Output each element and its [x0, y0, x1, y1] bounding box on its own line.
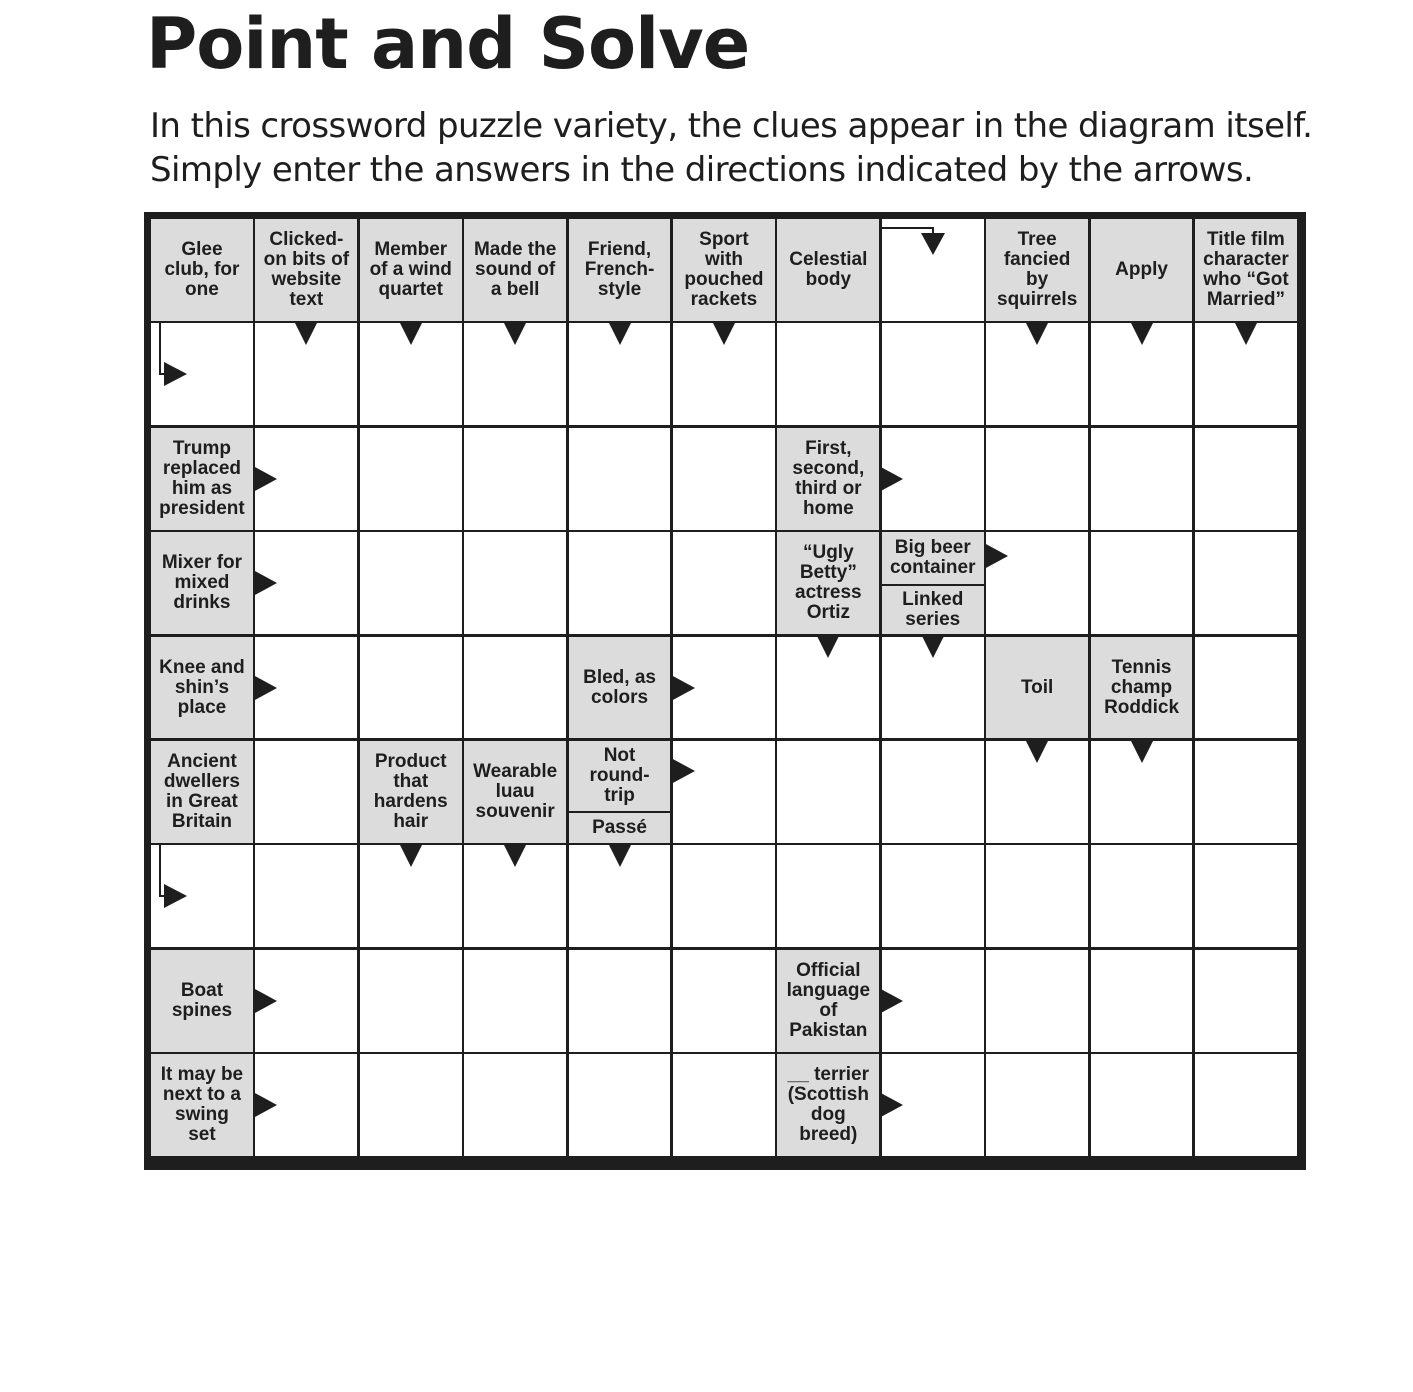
clue-cell [777, 428, 879, 530]
instructions-line-1: In this crossword puzzle variety, the clues appear in the diagram itself. [150, 106, 1313, 146]
clue-text: Made the [473, 238, 557, 260]
clue-text: one [185, 278, 219, 300]
clue-text: Product [374, 750, 447, 772]
answer-cell[interactable] [1195, 532, 1297, 634]
answer-cell[interactable] [360, 1054, 462, 1156]
clue-text: quartet [378, 278, 443, 300]
clue-text: __ terrier [787, 1064, 869, 1086]
clue-cell [151, 219, 253, 321]
clue-text: shin’s [174, 676, 230, 698]
clue-text: language [786, 979, 871, 1001]
clue-cell [1091, 219, 1193, 321]
arrow-right-icon [253, 988, 277, 1014]
clue-text: Sport [699, 228, 749, 250]
clue-text: drinks [173, 592, 231, 614]
clue-text: Britain [171, 810, 233, 832]
bent-arrow-right-icon [151, 323, 253, 425]
arrow-down-icon [921, 634, 945, 658]
arrow-right-icon [879, 1092, 903, 1118]
clue-text: character [1203, 248, 1289, 270]
answer-cell[interactable] [777, 741, 879, 843]
clue-text: second, [792, 457, 865, 479]
bent-arrow-down-icon [882, 219, 984, 321]
answer-cell[interactable] [1195, 428, 1297, 530]
answer-cell[interactable] [464, 637, 566, 739]
answer-cell[interactable] [464, 428, 566, 530]
clue-cell [777, 219, 879, 321]
clue-text: colors [591, 686, 649, 708]
clue-text: style [597, 278, 642, 300]
answer-cell[interactable] [1195, 950, 1297, 1052]
clue-cell [673, 219, 775, 321]
clue-cell [986, 637, 1088, 739]
answer-cell[interactable] [360, 428, 462, 530]
clue-cell [360, 741, 462, 843]
answer-cell[interactable] [777, 845, 879, 947]
answer-cell[interactable] [986, 950, 1088, 1052]
arrow-down-icon [503, 321, 527, 345]
crossword-grid [144, 212, 1306, 1170]
answer-cell[interactable] [1091, 950, 1193, 1052]
clue-divider [569, 811, 671, 813]
clue-text: Not [603, 745, 636, 766]
answer-cell[interactable] [569, 1054, 671, 1156]
answer-cell[interactable] [1195, 845, 1297, 947]
clue-text: Big beer [894, 537, 971, 559]
answer-cell[interactable] [255, 741, 357, 843]
clue-text: Tennis [1111, 656, 1172, 678]
clue-text: him as [171, 477, 233, 499]
clue-text: website [271, 268, 342, 290]
clue-cell [569, 741, 671, 811]
clue-text: Wearable [473, 760, 558, 782]
clue-text: Bled, as [583, 666, 656, 688]
clue-cell [1091, 637, 1193, 739]
clue-text: Official [796, 959, 861, 981]
answer-cell[interactable] [1195, 741, 1297, 843]
clue-text: hair [393, 810, 429, 832]
clue-text: trip [604, 785, 635, 806]
clue-text: swing [175, 1104, 229, 1126]
clue-text: dog [810, 1104, 846, 1126]
clue-cell [569, 637, 671, 739]
answer-cell[interactable] [986, 428, 1088, 530]
clue-text: breed) [799, 1124, 858, 1146]
clue-text: Toil [1020, 676, 1054, 698]
answer-cell[interactable] [673, 950, 775, 1052]
clue-text: First, [805, 437, 852, 459]
answer-cell[interactable] [1091, 532, 1193, 634]
answer-cell[interactable] [777, 323, 879, 425]
arrow-right-icon [984, 543, 1008, 569]
clue-text: fancied [1003, 248, 1071, 270]
clue-text: rackets [690, 288, 758, 310]
clue-text: club, for [164, 258, 240, 280]
clue-text: by [1026, 268, 1049, 290]
clue-cell [882, 586, 984, 634]
clue-text: home [802, 497, 854, 519]
clue-text: Pakistan [789, 1019, 868, 1041]
clue-cell [777, 950, 879, 1052]
instructions-line-2: Simply enter the answers in the directions indicated by the arrows. [150, 150, 1254, 190]
puzzle-title: Point and Solve [146, 3, 750, 85]
clue-cell [151, 428, 253, 530]
arrow-down-icon [1025, 321, 1049, 345]
answer-cell[interactable] [360, 950, 462, 1052]
clue-text: third or [795, 477, 862, 499]
arrow-right-icon [253, 570, 277, 596]
arrow-down-icon [1234, 321, 1258, 345]
answer-cell[interactable] [569, 532, 671, 634]
answer-cell[interactable] [986, 845, 1088, 947]
answer-cell[interactable] [1195, 637, 1297, 739]
arrow-right-icon [879, 466, 903, 492]
clue-text: Married” [1206, 288, 1285, 310]
arrow-down-icon [399, 321, 423, 345]
answer-cell[interactable] [464, 950, 566, 1052]
clue-text: Celestial [789, 248, 868, 270]
clue-cell [777, 532, 879, 634]
clue-cell [151, 637, 253, 739]
arrow-right-icon [253, 1092, 277, 1118]
clue-cell [255, 219, 357, 321]
answer-cell[interactable] [464, 1054, 566, 1156]
clue-text: round- [589, 765, 650, 786]
arrow-down-icon [608, 843, 632, 867]
clue-text: who “Got [1203, 268, 1289, 290]
clue-text: text [289, 288, 324, 310]
answer-cell[interactable] [986, 1054, 1088, 1156]
clue-text: Mixer for [161, 552, 243, 574]
answer-cell[interactable] [673, 845, 775, 947]
arrow-down-icon [503, 843, 527, 867]
clue-text: Knee and [159, 656, 245, 678]
arrow-down-icon [399, 843, 423, 867]
clue-text: sound of [475, 258, 556, 280]
clue-text: champ [1110, 676, 1173, 698]
arrow-down-icon [1130, 739, 1154, 763]
answer-cell[interactable] [673, 741, 775, 843]
clue-text: “Ugly [802, 542, 854, 564]
clue-text: with [704, 248, 743, 270]
arrow-down-icon [294, 321, 318, 345]
answer-cell[interactable] [882, 323, 984, 425]
arrow-right-icon [879, 988, 903, 1014]
clue-text: dwellers [163, 770, 240, 792]
clue-cell [1195, 219, 1297, 321]
clue-text: It may be [160, 1064, 244, 1086]
clue-text: Passé [592, 816, 648, 838]
clue-text: mixed [174, 572, 230, 594]
clue-cell [464, 741, 566, 843]
clue-cell [464, 219, 566, 321]
clue-cell [569, 219, 671, 321]
answer-cell[interactable] [569, 428, 671, 530]
clue-text: Tree [1017, 228, 1057, 250]
arrow-right-icon [671, 758, 695, 784]
arrow-down-icon [1025, 739, 1049, 763]
clue-text: (Scottish [787, 1084, 869, 1106]
clue-text: Clicked- [269, 228, 344, 250]
clue-divider [882, 584, 984, 586]
answer-cell[interactable] [1195, 1054, 1297, 1156]
answer-cell[interactable] [360, 637, 462, 739]
clue-text: actress [795, 582, 862, 604]
clue-text: place [177, 696, 227, 718]
clue-cell [151, 1054, 253, 1156]
arrow-right-icon [253, 675, 277, 701]
clue-text: French- [584, 258, 655, 280]
clue-text: set [188, 1124, 216, 1146]
answer-cell[interactable] [673, 1054, 775, 1156]
answer-cell[interactable] [1091, 1054, 1193, 1156]
clue-text: container [889, 557, 976, 579]
bent-arrow-right-icon [151, 845, 253, 947]
clue-text: of a wind [369, 258, 452, 280]
clue-cell [151, 532, 253, 634]
clue-text: Trump [172, 437, 231, 459]
answer-cell[interactable] [1091, 845, 1193, 947]
clue-text: hardens [373, 790, 448, 812]
clue-cell [151, 741, 253, 843]
arrow-right-icon [671, 675, 695, 701]
arrow-down-icon [816, 634, 840, 658]
clue-text: Ancient [167, 750, 237, 772]
clue-text: Boat [180, 979, 224, 1001]
arrow-down-icon [712, 321, 736, 345]
clue-text: Ortiz [806, 602, 850, 624]
clue-text: Title film [1207, 228, 1285, 250]
answer-cell[interactable] [673, 428, 775, 530]
answer-cell[interactable] [569, 950, 671, 1052]
clue-text: that [393, 770, 429, 792]
clue-text: series [905, 609, 961, 631]
clue-cell [986, 219, 1088, 321]
clue-text: squirrels [997, 288, 1078, 310]
clue-text: Apply [1115, 258, 1168, 280]
arrow-down-icon [608, 321, 632, 345]
clue-text: next to a [162, 1084, 241, 1106]
clue-cell [151, 950, 253, 1052]
answer-cell[interactable] [882, 845, 984, 947]
clue-cell [777, 1054, 879, 1156]
answer-cell[interactable] [255, 845, 357, 947]
clue-cell [882, 532, 984, 584]
clue-text: pouched [684, 268, 764, 290]
clue-text: of [819, 999, 838, 1021]
answer-cell[interactable] [360, 532, 462, 634]
clue-text: on bits of [263, 248, 350, 270]
clue-text: a bell [490, 278, 540, 300]
clue-text: replaced [162, 457, 242, 479]
clue-text: Member [374, 238, 448, 260]
clue-text: body [805, 268, 852, 290]
arrow-right-icon [253, 466, 277, 492]
clue-cell [360, 219, 462, 321]
arrow-down-icon [1130, 321, 1154, 345]
answer-cell[interactable] [464, 532, 566, 634]
clue-text: president [159, 497, 245, 519]
clue-text: Glee [181, 238, 223, 260]
clue-text: Friend, [587, 238, 652, 260]
clue-text: spines [171, 999, 233, 1021]
answer-cell[interactable] [673, 532, 775, 634]
clue-text: Linked [902, 589, 964, 611]
clue-text: luau [495, 780, 535, 802]
clue-text: Betty” [799, 562, 857, 584]
clue-text: Roddick [1104, 696, 1180, 718]
answer-cell[interactable] [1091, 428, 1193, 530]
clue-text: souvenir [475, 800, 555, 822]
answer-cell[interactable] [882, 741, 984, 843]
clue-text: in Great [166, 790, 238, 812]
clue-cell [569, 813, 671, 843]
